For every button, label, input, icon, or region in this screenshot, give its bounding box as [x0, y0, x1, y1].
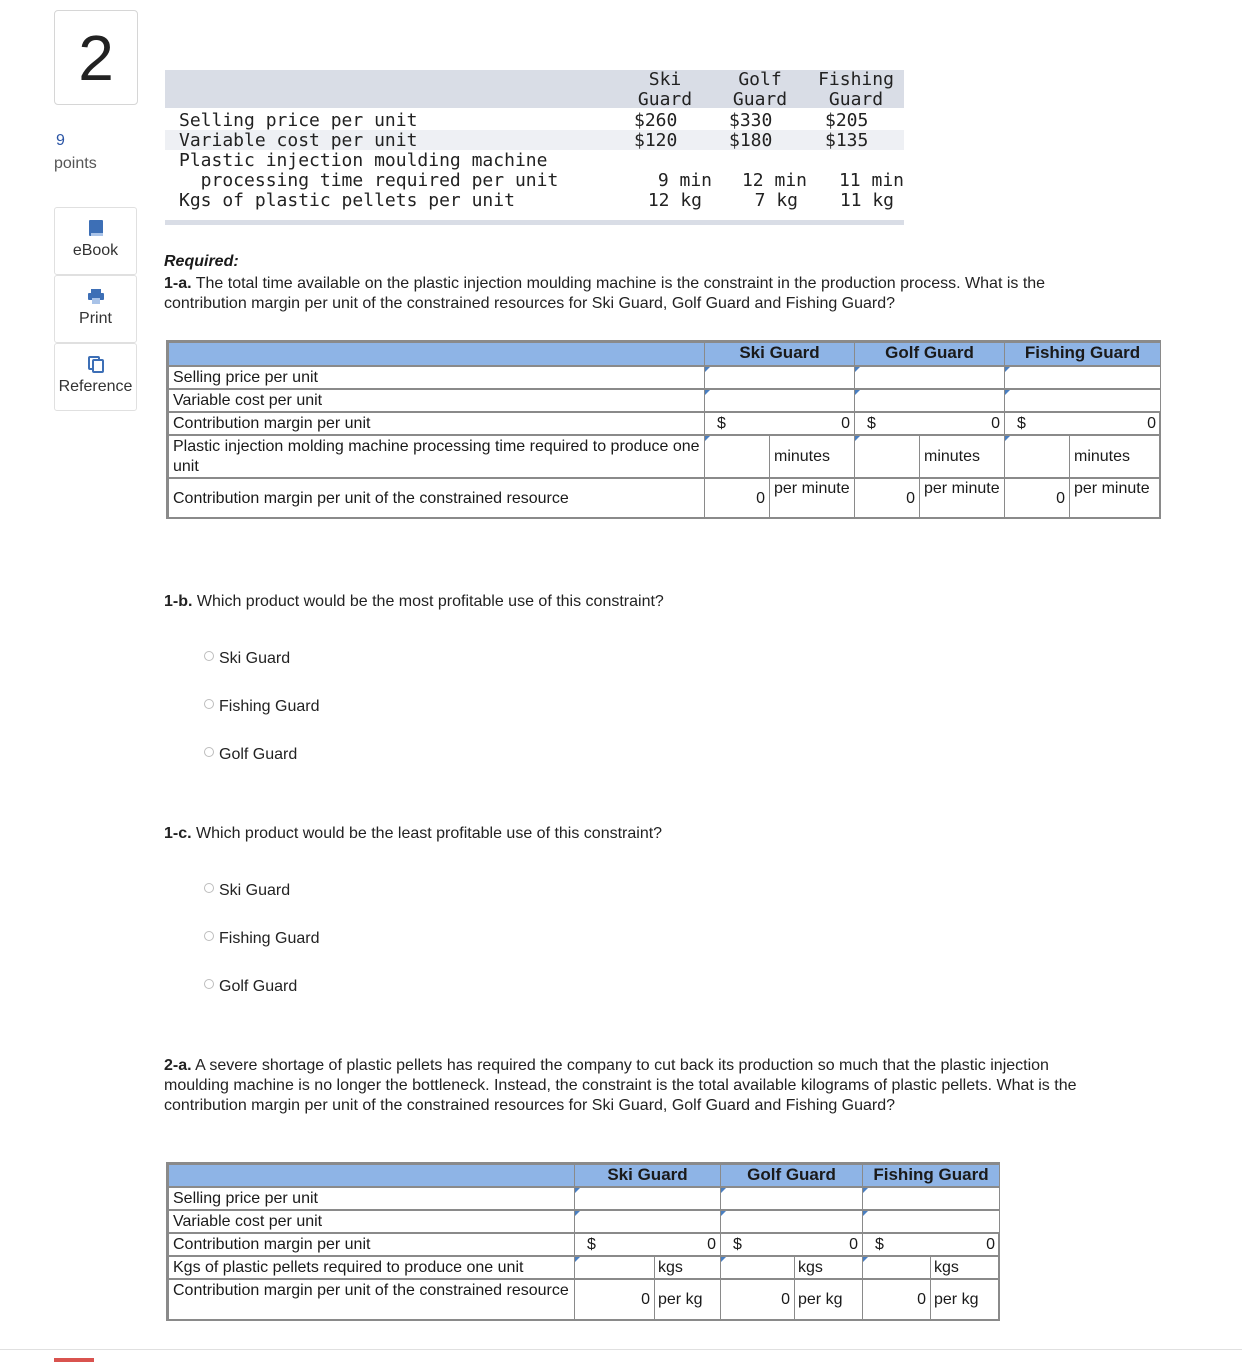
ebook-button[interactable]	[54, 207, 137, 275]
data-col-header-golf: Golf Guard	[732, 69, 788, 110]
row-label-kgs-required: Kgs of plastic pellets required to produce one unit	[168, 1256, 575, 1279]
fishing-kgs-input[interactable]	[862, 1256, 931, 1279]
q1c-option-golf-guard[interactable]: Golf Guard	[204, 978, 297, 996]
data-col-header-ski: Ski Guard	[637, 69, 693, 110]
data-table-bottom-rule	[165, 220, 904, 225]
golf-selling-price-input-2[interactable]	[720, 1187, 863, 1210]
fishing-variable-cost-input[interactable]	[1004, 389, 1161, 412]
q1c-option-fishing-guard[interactable]: Fishing Guard	[204, 930, 320, 948]
data-row-label: Plastic injection moulding machine	[179, 150, 548, 171]
data-cell: 7 kg	[754, 190, 798, 211]
radio-icon[interactable]	[204, 699, 214, 709]
points-value: 9	[56, 132, 65, 149]
ski-cm-per-kg: 0	[574, 1279, 655, 1321]
golf-cm-output-2	[720, 1233, 863, 1256]
col-header-golf-guard: Golf Guard	[720, 1164, 863, 1187]
fishing-cm-output-2	[862, 1233, 1000, 1256]
radio-icon[interactable]	[204, 651, 214, 661]
kgs-unit: kgs	[654, 1256, 721, 1279]
data-cell: 12 kg	[647, 190, 702, 211]
row-label-variable-cost: Variable cost per unit	[168, 1210, 575, 1233]
question-1c-text: 1-c. Which product would be the least profitable use of this constraint?	[164, 825, 663, 842]
question-1a-text: 1-a. The total time available on the plastic injection moulding machine is the constraint in the production process. What is the contribution margin per unit of the constrained resources for Ski Guard, Golf Guard and Fishing Guard?	[164, 275, 1046, 312]
data-cell: $330	[729, 110, 773, 131]
data-cell: $260	[634, 110, 678, 131]
fishing-cm-value-2: 0	[986, 1236, 995, 1253]
data-col-header-fishing: Fishing Guard	[818, 69, 894, 110]
golf-time-unit: minutes	[919, 435, 1005, 478]
ski-time-unit: minutes	[769, 435, 855, 478]
row-label-cm-constrained: Contribution margin per unit of the constrained resource	[168, 1279, 575, 1321]
radio-icon[interactable]	[204, 931, 214, 941]
data-cell: $135	[825, 130, 869, 151]
row-label-processing-time: Plastic injection molding machine processing time required to produce one unit	[168, 435, 705, 478]
col-header-ski-guard: Ski Guard	[574, 1164, 721, 1187]
progress-marker	[54, 1358, 94, 1362]
golf-cm-output	[854, 412, 1005, 435]
data-cell: $120	[634, 130, 678, 151]
row-label-selling-price: Selling price per unit	[168, 1187, 575, 1210]
data-row-label: Selling price per unit	[179, 110, 418, 131]
dollar-sign: $	[867, 415, 876, 432]
answer-table-2a	[166, 1162, 1000, 1321]
row-label-selling-price: Selling price per unit	[168, 366, 705, 389]
table-header-blank	[168, 342, 705, 366]
row-label-contribution-margin: Contribution margin per unit	[168, 1233, 575, 1256]
ski-kgs-input[interactable]	[574, 1256, 655, 1279]
points-label: points	[54, 155, 97, 172]
answer-table-1a	[166, 340, 1161, 519]
data-cell: 9 min	[657, 170, 712, 191]
print-button[interactable]	[54, 275, 137, 343]
ski-cm-value: 0	[841, 415, 850, 432]
radio-icon[interactable]	[204, 883, 214, 893]
per-kg-unit: per kg	[654, 1279, 721, 1321]
radio-icon[interactable]	[204, 979, 214, 989]
ski-cm-output-2	[574, 1233, 721, 1256]
ski-variable-cost-input-2[interactable]	[574, 1210, 721, 1233]
col-header-ski-guard: Ski Guard	[704, 342, 855, 366]
ski-time-input[interactable]	[704, 435, 770, 478]
question-1b-text: 1-b. Which product would be the most profitable use of this constraint?	[164, 593, 664, 610]
golf-cm-per-kg: 0	[720, 1279, 795, 1321]
data-row-label: processing time required per unit	[179, 170, 559, 191]
fishing-variable-cost-input-2[interactable]	[862, 1210, 1000, 1233]
q1b-option-ski-guard[interactable]: Ski Guard	[204, 650, 290, 668]
col-header-fishing-guard: Fishing Guard	[862, 1164, 1000, 1187]
kgs-unit: kgs	[794, 1256, 863, 1279]
fishing-selling-price-input[interactable]	[1004, 366, 1161, 389]
dollar-sign: $	[1017, 415, 1026, 432]
data-cell: $180	[729, 130, 773, 151]
per-minute-unit: per minute	[919, 478, 1005, 519]
printer-icon	[86, 286, 106, 306]
fishing-selling-price-input-2[interactable]	[862, 1187, 1000, 1210]
per-minute-unit: per minute	[1069, 478, 1161, 519]
golf-time-input[interactable]	[854, 435, 920, 478]
golf-variable-cost-input[interactable]	[854, 389, 1005, 412]
per-kg-unit: per kg	[794, 1279, 863, 1321]
q1b-option-golf-guard[interactable]: Golf Guard	[204, 746, 297, 764]
fishing-cm-per-minute: 0	[1004, 478, 1070, 519]
fishing-time-input[interactable]	[1004, 435, 1070, 478]
copy-icon	[86, 354, 106, 374]
book-icon	[86, 218, 106, 238]
row-label-variable-cost: Variable cost per unit	[168, 389, 705, 412]
ski-cm-output	[704, 412, 855, 435]
q1c-option-ski-guard[interactable]: Ski Guard	[204, 882, 290, 900]
q1b-option-fishing-guard[interactable]: Fishing Guard	[204, 698, 320, 716]
dollar-sign: $	[733, 1236, 742, 1253]
reference-button[interactable]	[54, 343, 137, 411]
golf-cm-per-minute: 0	[854, 478, 920, 519]
row-label-cm-constrained: Contribution margin per unit of the constrained resource	[168, 478, 705, 519]
per-minute-unit: per minute	[769, 478, 855, 519]
fishing-cm-output	[1004, 412, 1161, 435]
question-2a-text: 2-a. A severe shortage of plastic pellets has required the company to cut back its production so much that the plastic injection moulding machine is no longer the bottleneck. Instead, the constraint is the total available kilograms of plastic pellets. What is the contribution margin per unit of the constrained resources for Ski Guard, Golf Guard and Fishing Guard?	[164, 1057, 1077, 1114]
golf-cm-value: 0	[991, 415, 1000, 432]
dollar-sign: $	[587, 1236, 596, 1253]
radio-icon[interactable]	[204, 747, 214, 757]
row-label-contribution-margin: Contribution margin per unit	[168, 412, 705, 435]
dollar-sign: $	[717, 415, 726, 432]
reference-label: Reference	[58, 378, 133, 395]
fishing-cm-value: 0	[1147, 415, 1156, 432]
question-number: 2	[54, 10, 138, 105]
data-row-label: Variable cost per unit	[179, 130, 418, 151]
ski-cm-value-2: 0	[707, 1236, 716, 1253]
col-header-fishing-guard: Fishing Guard	[1004, 342, 1161, 366]
golf-cm-value-2: 0	[849, 1236, 858, 1253]
data-cell: 11 min	[838, 170, 904, 191]
data-cell: $205	[825, 110, 869, 131]
kgs-unit: kgs	[930, 1256, 1000, 1279]
table-header-blank	[168, 1164, 575, 1187]
golf-variable-cost-input-2[interactable]	[720, 1210, 863, 1233]
fishing-time-unit: minutes	[1069, 435, 1161, 478]
required-heading: Required:	[164, 253, 239, 270]
col-header-golf-guard: Golf Guard	[854, 342, 1005, 366]
golf-kgs-input[interactable]	[720, 1256, 795, 1279]
footer-divider	[0, 1349, 1242, 1350]
ski-cm-per-minute: 0	[704, 478, 770, 519]
fishing-cm-per-kg: 0	[862, 1279, 931, 1321]
dollar-sign: $	[875, 1236, 884, 1253]
data-row-label: Kgs of plastic pellets per unit	[179, 190, 515, 211]
data-cell: 12 min	[741, 170, 807, 191]
per-kg-unit: per kg	[930, 1279, 1000, 1321]
ski-selling-price-input-2[interactable]	[574, 1187, 721, 1210]
golf-selling-price-input[interactable]	[854, 366, 1005, 389]
data-cell: 11 kg	[839, 190, 894, 211]
ski-selling-price-input[interactable]	[704, 366, 855, 389]
ski-variable-cost-input[interactable]	[704, 389, 855, 412]
print-label: Print	[79, 310, 112, 327]
ebook-label: eBook	[72, 242, 119, 259]
